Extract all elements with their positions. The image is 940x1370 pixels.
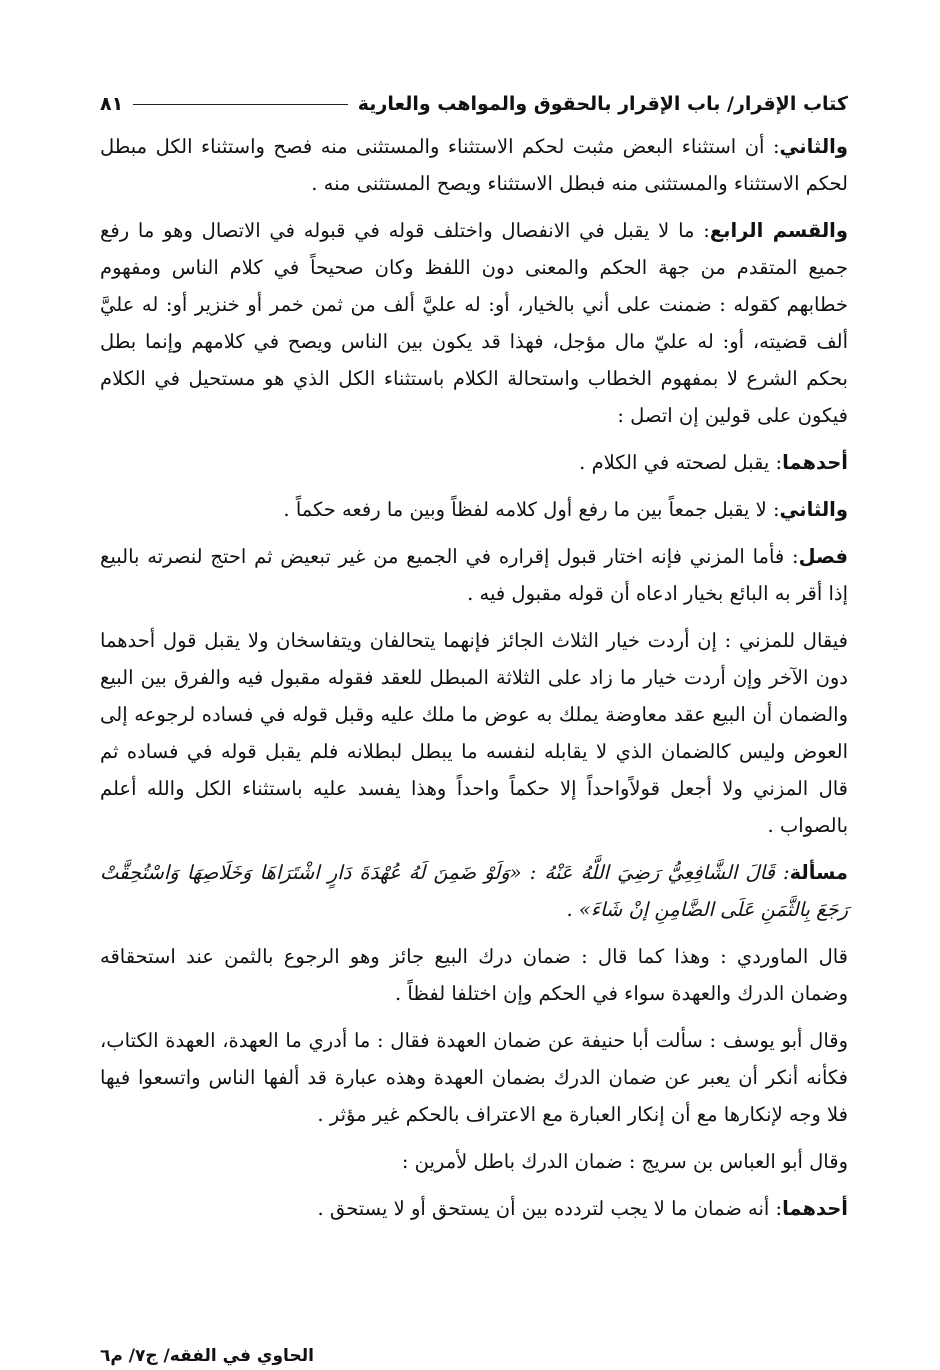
paragraph-text: : ما لا يقبل في الانفصال واختلف قوله في قبوله في الاتصال وهو ما رفع جميع المتقدم من جهة الحكم والمعنى دون اللفظ وكان صحيحاً في كلام الناس ومفهوم خطابهم كقوله : ضمنت على أني بالخيار، أو: له عليَّ ألف من ثمن خمر أو خنزير أو: له عليَّ ألف قضيته، أو: له عليّ مال مؤجل، فهذا قد يكون بين الناس ويصح في كلامهم وإنما بطل بحكم الشرع لا بمفهوم الخطاب واستحالة الكلام باستثناء الكل الذي هو مستحيل في الكلام فيكون على قولين إن اتصل : [100,219,848,427]
footer-signature: الحاوي في الفقه/ ج٧/ م٦ [100,1346,314,1366]
paragraph-1 [100,128,848,202]
paragraph-text: : أن استثناء البعض مثبت لحكم الاستثناء والمستثنى منه فصح واستثناء الكل مبطل لحكم الاستثناء والمستثنى منه فبطل الاستثناء ويصح المستثنى منه . [100,135,848,195]
paragraph-text: : أنه ضمان ما لا يجب لتردده بين أن يستحق أو لا يستحق . [317,1197,783,1220]
paragraph-5 [100,538,848,612]
paragraph-11 [100,1190,848,1227]
paragraph-lead: أحدهما [782,1197,848,1220]
paragraph-7 [100,854,848,928]
paragraph-text: : قَالَ الشَّافِعِيُّ رَضِيَ اللَّهُ عَنْهُ : «وَلَوْ ضَمِنَ لَهُ عُهْدَةَ دَارٍ اشْتَرَاهَا وَخَلَاصِهَا وَاسْتُحِقَّتْ رَجَعَ بِالثَّمَنِ عَلَى الضَّامِنِ إنْ شَاءَ» . [100,861,848,921]
paragraph-8 [100,938,848,1012]
paragraph-text: : لا يقبل جمعاً بين ما رفع أول كلامه لفظاً وبين ما رفعه حكماً . [283,498,780,521]
paragraph-lead: والثاني [779,498,848,521]
paragraph-lead: والقسم الرابع [709,219,848,242]
paragraph-lead: أحدهما [782,451,848,474]
paragraph-6 [100,622,848,844]
paragraph-lead: مسألة [789,861,848,884]
paragraph-2 [100,212,848,434]
paragraph-text: : فأما المزني فإنه اختار قبول إقراره في الجميع من غير تبعيض ثم احتج لنصرته بالبيع إذا أقر به البائع بخيار ادعاه أن قوله مقبول فيه . [100,545,848,605]
running-header [100,86,848,122]
paragraph-text: وقال أبو العباس بن سريج : ضمان الدرك باطل لأمرين : [401,1150,848,1173]
paragraph-text: : يقبل لصحته في الكلام . [579,451,783,474]
body-text [100,128,848,1237]
paragraph-lead: فصل [798,545,848,568]
paragraph-4 [100,491,848,528]
paragraph-text: فيقال للمزني : إن أردت خيار الثلاث الجائز فإنهما يتحالفان ويتفاسخان ولا يقبل قول أحدهما دون الآخر وإن أردت خيار ما زاد على الثلاثة المبطل للعقد فقوله مقبول فيه والفرق بين البيع والضمان أن البيع عقد معاوضة يملك به عوض ما ملك عليه وقبل قوله في فساده لرجوعه إلى العوض وليس كالضمان الذي لا يقابله لنفسه ما يبطل لبطلانه فلم يقبل قوله في فساده ثم قال المزني ولا أجعل قولاًواحداً إلا حكماً واحداً وهذا يفسد عليه باستثناء الكل والله أعلم بالصواب . [100,629,848,837]
header-title: كتاب الإقرار/ باب الإقرار بالحقوق والمواهب والعارية [357,93,848,115]
page-number: ٨١ [100,93,124,115]
page-footer [100,1346,848,1366]
paragraph-9 [100,1022,848,1133]
paragraph-10 [100,1143,848,1180]
paragraph-text: قال الماوردي : وهذا كما قال : ضمان درك البيع جائز وهو الرجوع بالثمن عند استحقاقه وضمان الدرك والعهدة سواء في الحكم وإن اختلفا لفظاً . [100,945,848,1005]
paragraph-lead: والثاني [779,135,848,158]
header-rule [133,104,348,105]
paragraph-3 [100,444,848,481]
paragraph-text: وقال أبو يوسف : سألت أبا حنيفة عن ضمان العهدة فقال : ما أدري ما العهدة، العهدة الكتاب، فكأنه أنكر أن يعبر عن ضمان الدرك بضمان العهدة وهذه عبارة قد ألفها الناس واتسعوا فيها فلا وجه لإنكارها مع أن إنكار العبارة مع الاعتراف بالحكم غير مؤثر . [100,1029,848,1126]
